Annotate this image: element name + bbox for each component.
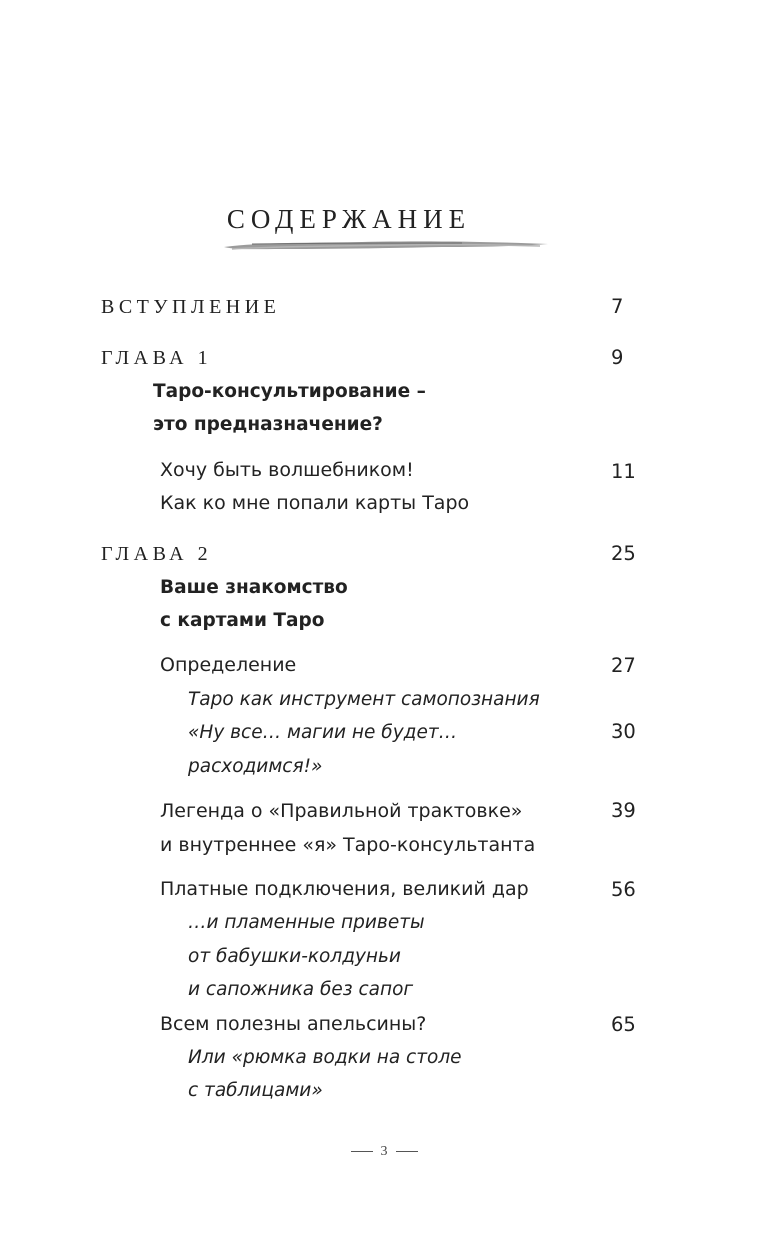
toc-ch2-section2-line1: Легенда о «Правильной трактовке» <box>160 800 523 822</box>
page-number <box>0 1144 768 1160</box>
toc-ch2-subsection1: Таро как инструмент самопознания <box>188 689 540 710</box>
toc-chapter1-title-line1: Таро-консультирование – <box>153 381 426 402</box>
toc-ch2-subsection2-line1: «Ну все… магии не будет… <box>188 722 458 743</box>
toc-ch2-section3-page: 56 <box>611 878 636 901</box>
brush-stroke-decoration <box>222 237 552 253</box>
toc-ch2-subsection2-page: 30 <box>611 720 636 743</box>
toc-intro-page: 7 <box>611 295 624 318</box>
page-title: СОДЕРЖАНИЕ <box>226 204 472 234</box>
toc-chapter2-label: ГЛАВА 2 <box>101 543 213 565</box>
toc-ch2-section3-sub-line3: и сапожника без сапог <box>188 979 414 1000</box>
toc-ch2-section2-page: 39 <box>611 799 636 822</box>
toc-ch1-section1-line1: Хочу быть волшебником! <box>160 459 414 481</box>
folio-dash-left <box>351 1151 373 1152</box>
folio-number: 3 <box>380 1144 388 1159</box>
toc-chapter2-page: 25 <box>611 542 636 565</box>
toc-ch2-section4-page: 65 <box>611 1013 636 1036</box>
toc-ch2-section4-sub-line2: с таблицами» <box>188 1080 323 1101</box>
toc-chapter1-label: ГЛАВА 1 <box>101 347 213 369</box>
toc-chapter1-page: 9 <box>611 346 624 369</box>
folio-dash-right <box>396 1151 418 1152</box>
toc-ch1-section1-page: 11 <box>611 460 636 483</box>
toc-chapter2-title-line1: Ваше знакомство <box>160 577 348 598</box>
toc-ch2-section3-sub-line1: …и пламенные приветы <box>188 912 425 933</box>
toc-ch2-section1-line1: Определение <box>160 654 297 676</box>
toc-ch2-section4-line1: Всем полезны апельсины? <box>160 1013 427 1035</box>
toc-ch1-section1-line2: Как ко мне попали карты Таро <box>160 492 470 514</box>
toc-ch2-section3-line1: Платные подключения, великий дар <box>160 878 529 900</box>
toc-ch2-section1-page: 27 <box>611 654 636 677</box>
toc-ch2-subsection2-line2: расходимся!» <box>188 756 323 777</box>
toc-chapter2-title-line2: с картами Таро <box>160 610 325 631</box>
toc-ch2-section2-line2: и внутреннее «я» Таро-консультанта <box>160 834 536 856</box>
toc-chapter1-title-line2: это предназначение? <box>153 414 383 435</box>
toc-ch2-section4-sub-line1: Или «рюмка водки на столе <box>188 1047 462 1068</box>
toc-ch2-section3-sub-line2: от бабушки-колдуньи <box>188 946 401 967</box>
toc-intro-label: ВСТУПЛЕНИЕ <box>101 296 281 318</box>
